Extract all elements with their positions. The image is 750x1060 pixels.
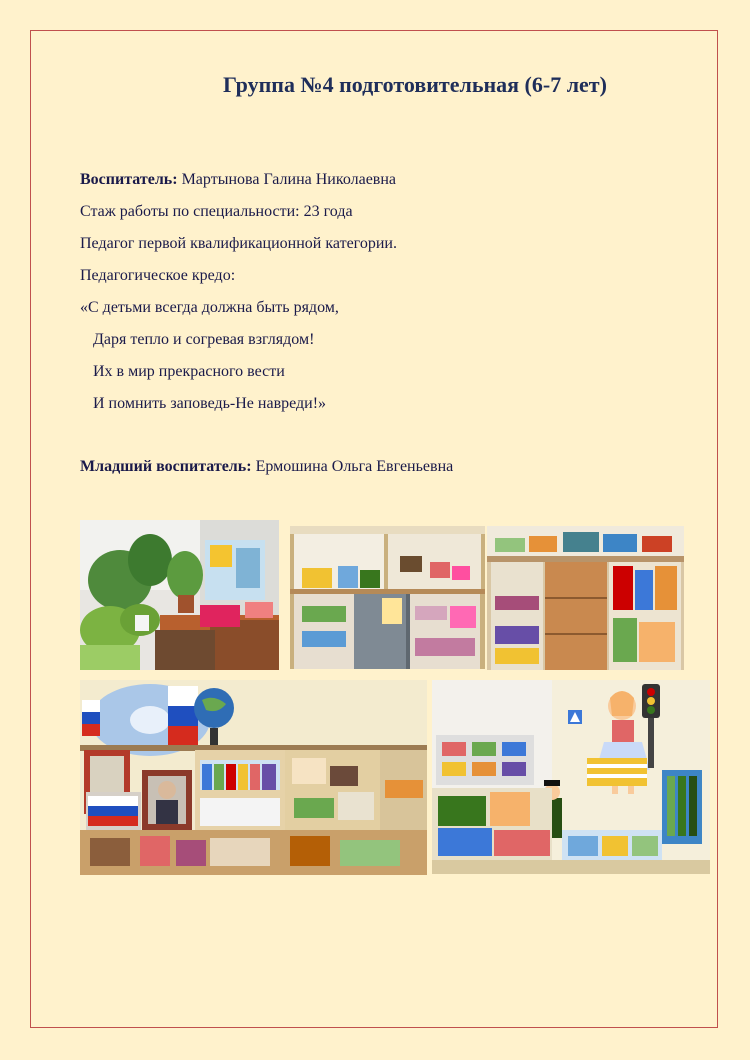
junior-educator-name: Ермошина Ольга Евгеньевна [251,458,454,475]
credo-line-3: Их в мир прекрасного вести [93,363,285,380]
credo-line-1: «С детьми всегда должна быть рядом, [80,299,339,316]
category-line: Педагог первой квалификационной категории. [80,235,397,252]
photo-games-cabinet [487,526,684,670]
credo-label: Педагогическое кредо: [80,267,236,284]
page-title: Группа №4 подготовительная (6-7 лет) [223,72,607,97]
junior-educator-line [80,458,453,476]
credo-line-2: Даря тепло и согревая взглядом! [93,331,315,348]
credo-line-4: И помнить заповедь-Не навреди!» [93,395,327,412]
experience-line: Стаж работы по специальности: 23 года [80,203,353,220]
educator-line [80,171,396,189]
educator-label: Воспитатель: [80,171,178,188]
photo-traffic-corner [432,680,710,874]
photo-toy-shelf [290,526,485,669]
photo-plants-corner [80,520,279,670]
educator-name: Мартынова Галина Николаевна [177,171,397,188]
photo-patriotic-corner [80,680,427,875]
junior-educator-label: Младший воспитатель: [80,458,252,475]
